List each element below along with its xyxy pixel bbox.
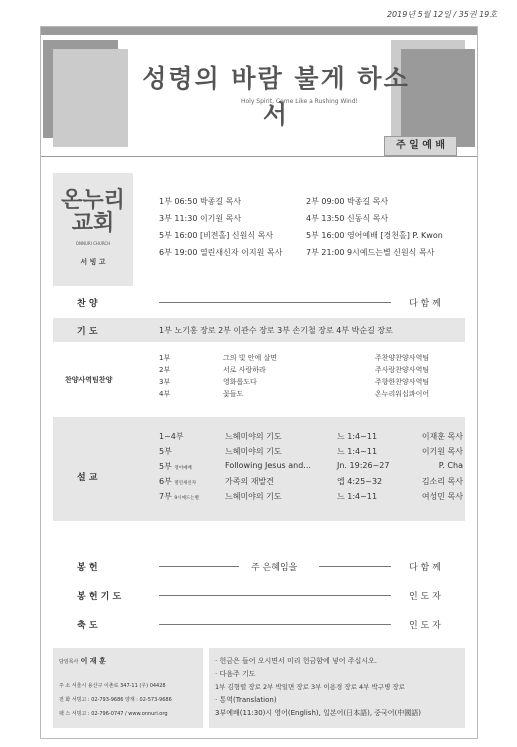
- sermon-part-note: 영어예배: [174, 466, 192, 471]
- choir-team: 온누리워십콰이어: [375, 390, 430, 398]
- hymn-label: 찬 양: [77, 299, 98, 309]
- header-divider: [41, 156, 477, 157]
- sermon-preacher: P. Cha: [438, 461, 463, 470]
- hymn-leader: 다 함 께: [409, 299, 441, 309]
- benediction-line: [159, 624, 391, 625]
- prayer-leaders: 1부 노기홍 장로 2부 이관수 장로 3부 손기철 장로 4부 박순길 장로: [159, 326, 393, 335]
- logo-subtitle: ONNURI CHURCH: [75, 241, 111, 246]
- church-logo: [53, 189, 133, 235]
- sermon-title: 느헤미야의 기도: [225, 432, 282, 441]
- notice-line: · 헌금은 들어 오시면서 미리 헌금함에 넣어 주십시오.: [215, 657, 378, 665]
- choir-part: 3부: [159, 378, 171, 386]
- sermon-preacher: 여성민 목사: [421, 492, 463, 501]
- sermon-title: 느헤미야의 기도: [225, 492, 282, 501]
- choir-team: 주사랑찬양사역팀: [375, 366, 430, 374]
- benediction-label: 축 도: [77, 621, 98, 631]
- choir-team: 주찬양찬양사역팀: [375, 354, 430, 362]
- sermon-title: 가족의 재발견: [225, 477, 274, 486]
- offering-prayer-line: [159, 595, 391, 596]
- main-title: 성령의 바람 불게 하소서: [142, 64, 410, 129]
- service-time: 1부 06:50 박종길 목사: [159, 197, 242, 206]
- notice-line: 1부 김형렬 장로 2부 박일면 장로 3부 이용경 장로 4부 박구병 장로: [215, 683, 405, 691]
- choir-song: 서로 사랑하라: [223, 366, 266, 374]
- offering-prayer-leader: 인 도 자: [409, 592, 441, 602]
- sermon-preacher: 이기원 목사: [421, 447, 463, 456]
- sermon-label: 설 교: [77, 473, 98, 483]
- logo-line-2: 교회: [71, 210, 115, 236]
- sermon-reference: 느 1:4~11: [337, 492, 378, 501]
- church-fax-web: 팩 스 서빙고 : 02-796-0747 / www.onnuri.org: [59, 711, 168, 717]
- notice-line: · 통역(Translation): [215, 696, 277, 704]
- sermon-part-note: 9시예드는별: [174, 496, 199, 501]
- choir-part: 2부: [159, 366, 171, 374]
- sermon-reference: 느 1:4~11: [337, 432, 378, 441]
- service-time: 5부 16:00 [비전홀] 신원식 목사: [159, 231, 274, 240]
- logo-line-1: 온누리: [61, 187, 125, 213]
- sermon-part: 1~4부: [159, 432, 184, 441]
- notices-box: [209, 648, 465, 728]
- sermon-part-number: 7부: [159, 492, 172, 501]
- choir-part: 1부: [159, 354, 171, 362]
- choir-label: 찬양사역팀찬양: [65, 376, 113, 384]
- notice-line: 3부예배(11:30)시 영어(English), 일본어(日本語), 중국어(中國語): [215, 709, 422, 717]
- senior-pastor-name: 이 재 훈: [80, 657, 106, 665]
- choir-song: 꽃들도: [223, 390, 244, 398]
- choir-song: 영화롭도다: [223, 378, 257, 386]
- sermon-part: [159, 491, 199, 502]
- service-time: 2부 09:00 박종길 목사: [306, 197, 389, 206]
- sermon-preacher: 김소리 목사: [421, 477, 463, 486]
- offering-hymn: 주 은혜임을: [251, 563, 298, 573]
- service-time: 7부 21:00 9시예드는별 신원식 목사: [306, 248, 435, 257]
- offering-label: 봉 헌: [77, 563, 98, 573]
- service-time: 5부 16:00 영어예배 [경천홀] P. Kwon: [306, 231, 443, 240]
- benediction-leader: 인 도 자: [409, 621, 441, 631]
- decor-block-right-dark: [401, 49, 475, 147]
- choir-song: 그의 빛 안에 살면: [223, 354, 278, 362]
- issue-date: 2019년 5월 12일 / 35권 19호: [386, 10, 497, 19]
- offering-line-right: [319, 566, 391, 567]
- service-type-badge: 주 일 예 배: [384, 136, 457, 156]
- sermon-part: [159, 476, 196, 487]
- church-logo-box: [53, 173, 133, 286]
- sermon-part: [159, 461, 192, 472]
- service-time: 6부 19:00 열린새신자 이지원 목사: [159, 248, 283, 257]
- sermon-reference: Jn. 19:26~27: [337, 461, 390, 470]
- church-phone: 전 화 서빙고 : 02-793-9686 양재 : 02-573-9686: [59, 697, 172, 703]
- church-address: 주 소 서울시 용산구 이촌로 347-11 (우) 04428: [59, 683, 166, 689]
- church-info-box: [53, 648, 203, 728]
- sermon-reference: 느 1:4~11: [337, 447, 378, 456]
- hymn-line: [159, 302, 391, 303]
- senior-pastor: [59, 656, 106, 666]
- top-bar: [41, 27, 477, 35]
- senior-pastor-label: 담임목사: [59, 659, 79, 665]
- subtitle-english: Holy Spirit, Come Like a Rushing Wind!: [241, 98, 358, 105]
- sermon-part: 5부: [159, 447, 172, 456]
- campus-name: 서 빙 고: [80, 258, 106, 266]
- notice-line: · 다음주 기도: [215, 670, 256, 678]
- bulletin-page: [40, 26, 478, 739]
- sermon-part-note: 열린새신자: [174, 481, 197, 486]
- choir-team: 주향한찬양사역팀: [375, 378, 430, 386]
- sermon-title: Following Jesus and...: [225, 461, 311, 470]
- sermon-reference: 엡 4:25~32: [337, 477, 383, 486]
- service-time: 3부 11:30 이기원 목사: [159, 214, 242, 223]
- sermon-title: 느헤미야의 기도: [225, 447, 282, 456]
- prayer-label: 기 도: [77, 327, 98, 337]
- choir-part: 4부: [159, 390, 171, 398]
- sermon-part-number: 6부: [159, 477, 172, 486]
- sermon-part-number: 5부: [159, 462, 172, 471]
- offering-leader: 다 함 께: [409, 563, 441, 573]
- offering-line-left: [159, 566, 239, 567]
- sermon-preacher: 이재훈 목사: [421, 432, 463, 441]
- offering-prayer-label: 봉 헌 기 도: [77, 592, 122, 602]
- decor-block-left-light: [53, 49, 128, 147]
- service-time: 4부 13:50 신동식 목사: [306, 214, 389, 223]
